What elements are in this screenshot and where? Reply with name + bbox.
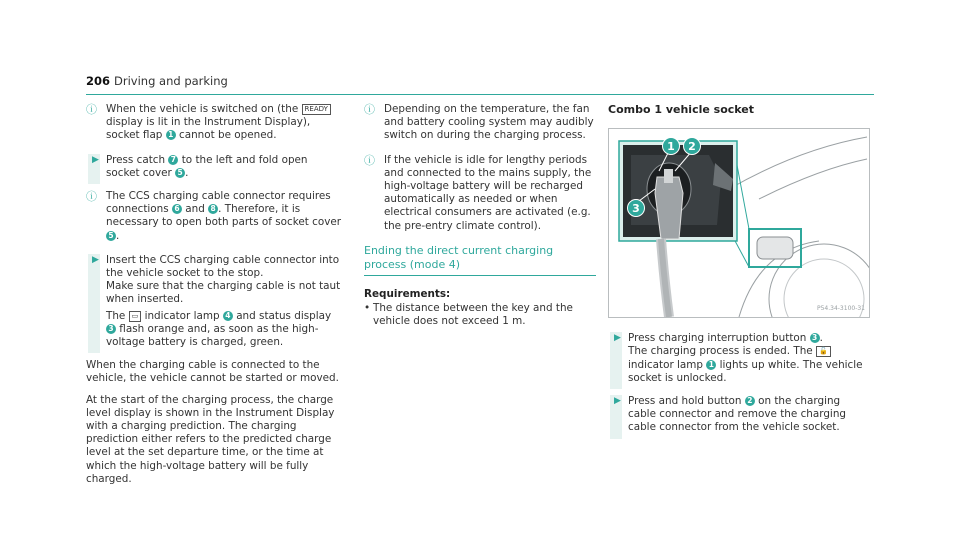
figure-marker-3: 3	[627, 199, 645, 217]
arrow-right-icon: ▶	[92, 254, 99, 265]
socket-illustration	[608, 128, 870, 318]
section-title: Driving and parking	[114, 74, 228, 88]
ref-marker: 2	[745, 396, 755, 406]
figure-marker-1: 1	[662, 137, 680, 155]
ref-marker: 8	[208, 204, 218, 214]
info-icon: ⓘ	[86, 103, 97, 116]
heading-ending-dc-charging: Ending the direct current charging process (mode 4)	[364, 244, 596, 276]
figure-title: Combo 1 vehicle socket	[608, 103, 755, 116]
ref-marker: 6	[172, 204, 182, 214]
ready-symbol: READY	[302, 104, 331, 115]
ref-marker: 5	[175, 168, 185, 178]
column-1	[86, 103, 342, 494]
step-insert-connector: ▶ Insert the CCS charging cable connector into the vehicle socket to the stop. Make sure that the charging cable is not taut when inserted. The ▭ indicator lamp 4 and status display 3 flash orange and, as soon as the high-voltage battery is charged, green.	[86, 254, 342, 349]
page-header	[86, 74, 874, 95]
note-idle-recharge: ⓘ If the vehicle is idle for lengthy periods and connected to the mains supply, the high-voltage battery will be recharged automatically as needed or when electrical consumers are activated (e.g. the pre-entry climate control).	[364, 153, 592, 232]
unlock-icon: 🔓	[816, 346, 831, 357]
step-open-socket-cover: ▶ Press catch 7 to the left and fold open socket cover 5 .	[86, 154, 342, 180]
paragraph-charge-prediction: At the start of the charging process, the charge level display is shown in the Instrument Display with a charging prediction. The charging prediction either refers to the predicted charge level at the set departure time, or the time at which the high-voltage battery will be fully charged.	[86, 393, 335, 485]
note-ccs-connections: ⓘ The CCS charging cable connector requires connections 6 and 8 . Therefore, it is necessary to open both parts of socket cover 5 .	[86, 190, 342, 242]
ref-marker: 5	[106, 231, 116, 241]
ref-marker: 1	[706, 360, 716, 370]
charging-indicator-icon: ▭	[129, 311, 142, 322]
info-icon: ⓘ	[364, 153, 375, 167]
column-2	[364, 103, 596, 328]
ref-marker: 3	[106, 324, 116, 334]
figure-marker-2: 2	[683, 137, 701, 155]
step-remove-connector: ▶ Press and hold button 2 on the charging cable connector and remove the charging cable connector from the vehicle socket.	[608, 395, 870, 435]
step-press-interruption: ▶ Press charging interruption button 3 . The charging process is ended. The 🔓 indicator lamp 1 lights up white. The vehicle socket is unlocked.	[608, 332, 870, 385]
ref-marker: 7	[168, 155, 178, 165]
arrow-right-icon: ▶	[92, 154, 99, 165]
vehicle-socket-drawing	[609, 129, 869, 317]
info-icon: ⓘ	[364, 103, 375, 116]
ref-marker: 3	[810, 333, 820, 343]
requirements-label: Requirements:	[364, 287, 451, 300]
note-ready-display: ⓘ When the vehicle is switched on (the READY display is lit in the Instrument Display), socket flap 1 cannot be opened.	[86, 103, 342, 143]
paragraph-cable-connected: When the charging cable is connected to the vehicle, the vehicle cannot be started or moved.	[86, 359, 339, 385]
figure-code: P54.34-3100-31	[816, 305, 865, 312]
ref-marker: 1	[166, 130, 176, 140]
note-fan-cooling: ⓘ Depending on the temperature, the fan and battery cooling system may audibly switch on during the charging process.	[364, 103, 594, 142]
arrow-right-icon: ▶	[614, 333, 621, 344]
column-3	[608, 103, 870, 445]
page-number: 206	[86, 74, 111, 88]
requirement-item: • The distance between the key and the vehicle does not exceed 1 m.	[364, 302, 596, 328]
info-icon: ⓘ	[86, 190, 97, 204]
ref-marker: 4	[223, 311, 233, 321]
arrow-right-icon: ▶	[614, 396, 621, 407]
